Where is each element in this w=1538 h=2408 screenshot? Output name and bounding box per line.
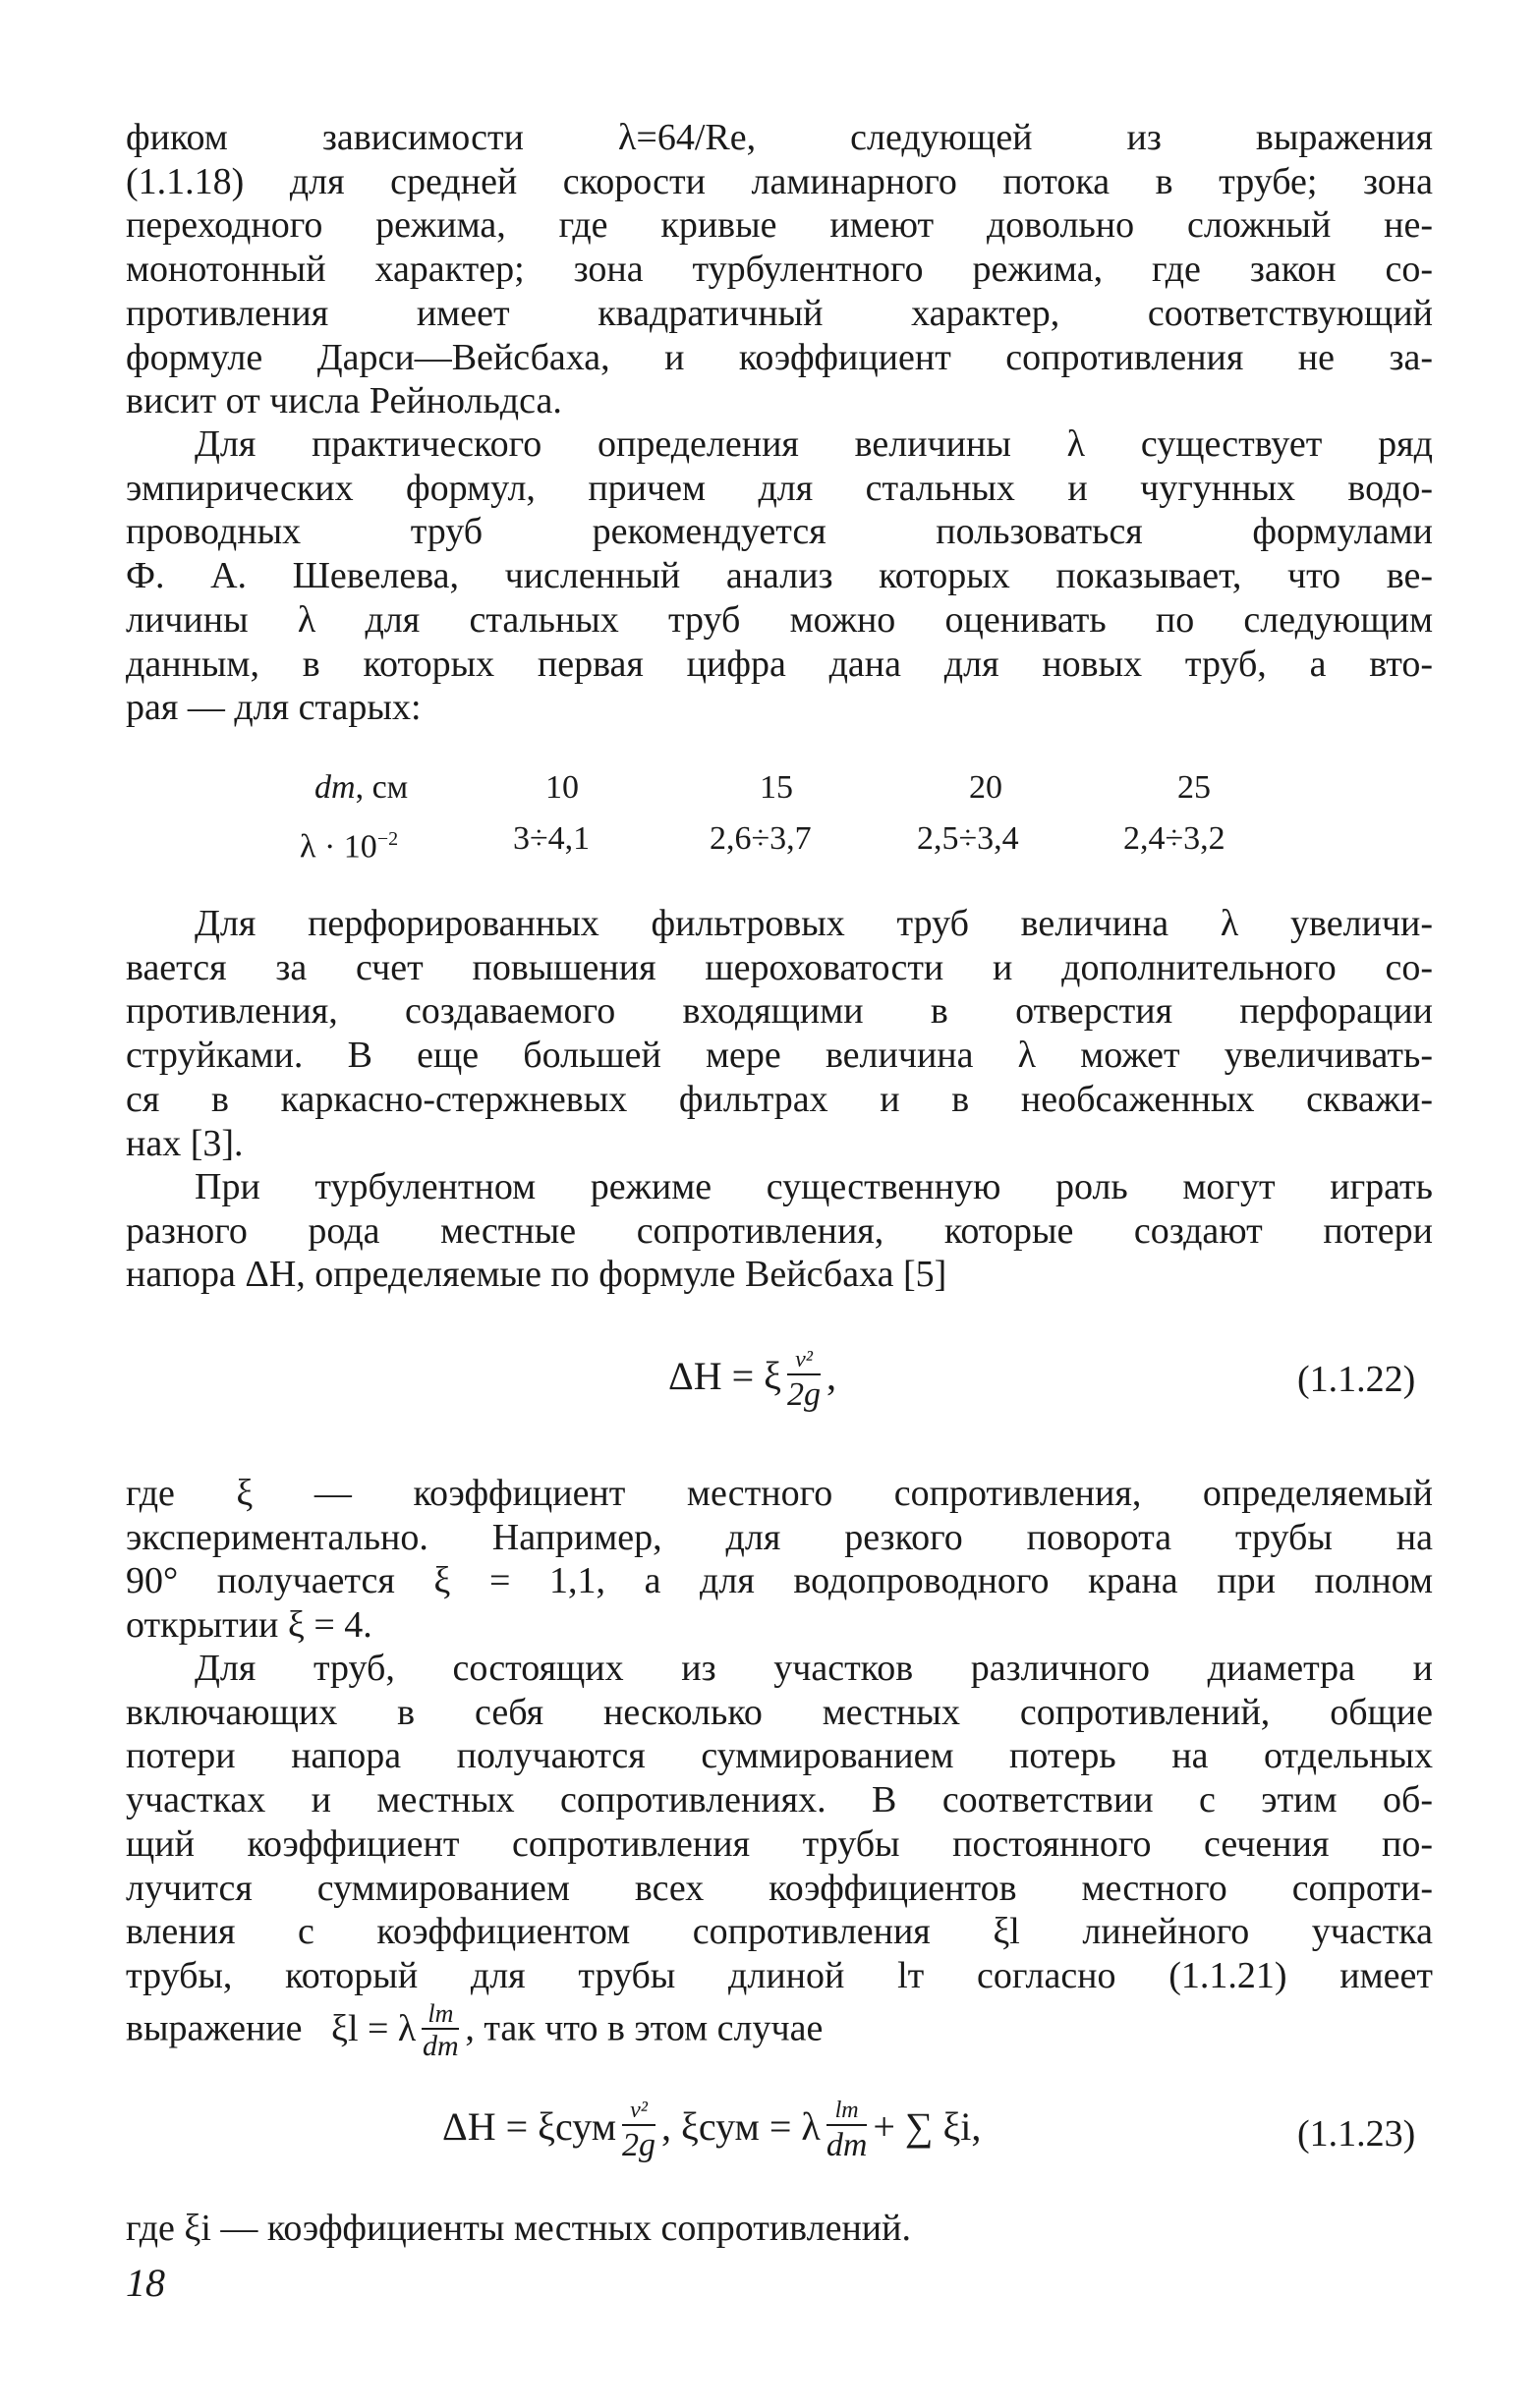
text-line: экспериментально. Например, для резкого поворота трубы на [126, 1516, 1433, 1558]
equation-lhs: ΔH = ξ [668, 1354, 781, 1399]
text-line: ся в каркасно-стержневых фильтрах и в необсаженных скважи- [126, 1078, 1433, 1120]
paragraph-3 [126, 902, 1433, 1165]
paragraph-5 [126, 1472, 1433, 1648]
text-line: открытии ξ = 4. [126, 1604, 372, 1647]
equation-number: (1.1.23) [1297, 2113, 1416, 2155]
paragraph-1 [126, 116, 1433, 423]
text-line: противления имеет квадратичный характер, соответствующий [126, 292, 1433, 334]
text-line: 90° получается ξ = 1,1, а для водопроводного крана при полном [126, 1560, 1433, 1602]
text-line: где ξ — коэффициент местного сопротивления, определяемый [126, 1473, 1433, 1514]
text-line: включающих в себя несколько местных сопротивлений, общие [126, 1691, 1433, 1733]
text-line: струйками. В еще большей мере величина λ может увеличивать- [126, 1035, 1433, 1077]
equation-1-1-22: ΔH = ξ $\frac{\text{v²}}{2g}$ , [668, 1347, 836, 1413]
text-line: (1.1.18) для средней скорости ламинарного потока в трубе; зона [126, 160, 1433, 202]
text-line: проводных труб рекомендуется пользоваться формулами [126, 511, 1433, 553]
fraction: $\frac{lт}{dт}$ [423, 1999, 459, 2062]
text-line: Для перфорированных фильтровых труб величина λ увеличи- [195, 903, 1433, 944]
text-line: Для труб, состоящих из участков различного диаметра и [195, 1648, 1433, 1689]
table-cell: 3÷4,1 [513, 820, 591, 857]
equation-number: (1.1.22) [1297, 1359, 1416, 1400]
equation-1-1-23: ΔH = ξсум $\frac{\text{v²}}{2g}$ , ξсум = λ $\frac{lт}{dт}$ + ∑ ξi, [442, 2098, 982, 2163]
page-number: 18 [126, 2261, 165, 2305]
fraction: $\frac{lт}{dт}$ [826, 2098, 868, 2163]
table-cell: 2,5÷3,4 [917, 820, 1019, 857]
text-line: фиком зависимости λ=64/Re, следующей из выражения [126, 117, 1433, 158]
text-line: разного рода местные сопротивления, которые создают потери [126, 1209, 1433, 1252]
text-line: Для практического определения величины λ существует ряд [195, 423, 1433, 465]
text-line: Ф. А. Шевелева, численный анализ которых показывает, что ве- [126, 555, 1433, 597]
table-header-label: dт, см [314, 769, 409, 806]
text-line: нах [3]. [126, 1122, 244, 1164]
text-line: противления, создаваемого входящими в отверстия перфорации [126, 990, 1433, 1033]
text-line: эмпирических формул, причем для стальных и чугунных водо- [126, 467, 1433, 509]
text-line: висит от числа Рейнольдса. [126, 380, 562, 422]
paragraph-2 [126, 422, 1433, 730]
inline-lhs: ξl = λ [331, 2007, 417, 2049]
text-line: формуле Дарси—Вейсбаха, и коэффициент сопротивления не за- [126, 336, 1433, 378]
text-line: При турбулентном режиме существенную роль могут играть [195, 1166, 1433, 1207]
text-line: вается за счет повышения шероховатости и дополнительного со- [126, 946, 1433, 988]
table-cell: 2,4÷3,2 [1123, 820, 1225, 857]
table-cell: 15 [760, 769, 793, 806]
text-line: монотонный характер; зона турбулентного режима, где закон со- [126, 249, 1433, 291]
lambda-table [0, 766, 1538, 865]
text-line: щий коэффициент сопротивления трубы постоянного сечения по- [126, 1822, 1433, 1865]
table-row-label: $\lambda \cdot 10^{-2}$ [300, 828, 399, 866]
table-cell: 25 [1177, 769, 1211, 806]
paragraph-6 [126, 1647, 1433, 1998]
paragraph-4 [126, 1165, 1433, 1297]
fraction: $\frac{\text{v²}}{2g}$ [622, 2098, 656, 2163]
fraction: $\frac{\text{v²}}{2g}$ [787, 1347, 821, 1413]
inline-expression-line [126, 2000, 823, 2063]
text-line: потери напора получаются суммированием потерь на отдельных [126, 1735, 1433, 1777]
paragraph-7 [126, 2207, 1433, 2251]
table-cell: 2,6÷3,7 [710, 820, 812, 857]
text-line: где ξi — коэффициенты местных сопротивлений. [126, 2208, 911, 2249]
text-line: лучится суммированием всех коэффициентов местного сопроти- [126, 1867, 1433, 1909]
table-cell: 10 [545, 769, 579, 806]
text-line: переходного режима, где кривые имеют довольно сложный не- [126, 204, 1433, 247]
inline-suffix: , так что в этом случае [465, 2007, 824, 2049]
inline-prefix: выражение [126, 2007, 303, 2049]
text-line: личины λ для стальных труб можно оценивать по следующим [126, 598, 1433, 641]
text-line: участках и местных сопротивлениях. В соответствии с этим об- [126, 1779, 1433, 1821]
text-line: вления с коэффициентом сопротивления ξl линейного участка [126, 1911, 1433, 1953]
text-line: данным, в которых первая цифра дана для новых труб, а вто- [126, 643, 1433, 685]
text-line: напора ΔH, определяемые по формуле Вейсбаха [5] [126, 1254, 947, 1296]
text-line: трубы, который для трубы длиной lт согласно (1.1.21) имеет [126, 1954, 1433, 1996]
text-line: рая — для старых: [126, 687, 422, 729]
table-cell: 20 [969, 769, 1002, 806]
